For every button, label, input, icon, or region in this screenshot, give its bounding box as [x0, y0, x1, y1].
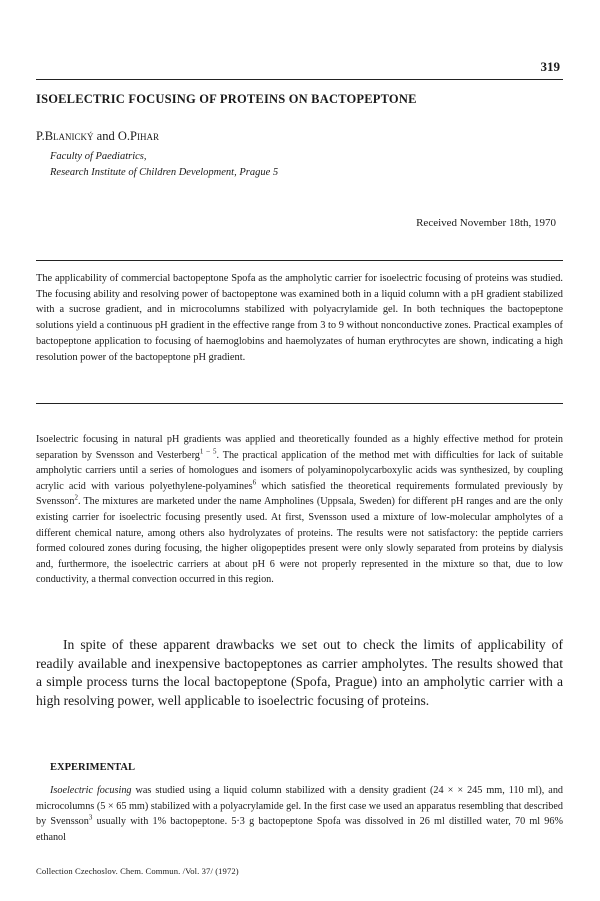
abstract-top-rule [36, 260, 563, 261]
received-date: Received November 18th, 1970 [416, 217, 556, 229]
author-line [36, 129, 159, 144]
experimental-text-2: usually with 1% bactopeptone. 5·3 g bactopeptone Spofa was dissolved in 26 ml distilled water, 70 ml 96% ethanol [36, 816, 563, 843]
author-2-name: Pihar [130, 129, 159, 143]
affiliation-line-1: Faculty of Paediatrics, [50, 151, 147, 162]
reference-3: 3 [88, 813, 93, 822]
abstract-bottom-rule [36, 403, 563, 404]
author-1-initial: P. [36, 129, 45, 143]
article-title: ISOELECTRIC FOCUSING OF PROTEINS ON BACTOPEPTONE [36, 92, 417, 106]
affiliation-line-2: Research Institute of Children Development, Prague 5 [50, 167, 279, 178]
author-1-name: Blanický [44, 129, 94, 143]
experimental-text-1: was studied using a liquid column stabilized with a density gradient (24 × × 245 mm, 110 ml), and microcolumns (5 × 65 mm) stabilized with a polyacrylamide gel. In the first case we used an apparatus resembling that described by Svensson [36, 785, 564, 828]
intro-text-4: . The mixtures are marketed under the name Ampholines (Uppsala, Sweden) for different pH ranges and are the only existing carrier for isoelectric focusing presently used. At first, Svensson used a mixture of low-molecular ampholytes of a different chemical nature, among others also hydrolyzates of proteins. The results were not satisfactory: the peptide carriers formed coloured zones during focusing, the higher oligopeptides present were only slowly separated from proteins by dialysis and, furthermore, the isoelectric carriers at about pH 6 were not properly represented in the mixture so that, due to low conductivity, a thermal convection occurred in this region. [36, 496, 563, 586]
reference-2: 2 [74, 493, 78, 502]
intro-text-1: Isoelectric focusing in natural pH gradients was applied and theoretically founded as a highly effective method for protein separation by Svensson and Vesterberg [36, 434, 563, 461]
reference-1-5: 1 – 5 [199, 447, 217, 456]
section-heading-experimental: EXPERIMENTAL [50, 762, 135, 773]
author-conjunction: and [93, 129, 118, 143]
page-number: 319 [540, 59, 560, 74]
lead-paragraph: In spite of these apparent drawbacks we set out to check the limits of applicability of readily available and inexpensive bactopeptones as carrier ampholytes. The results showed that a simple process turns the local bactopeptone (Spofa, Prague) into an ampholytic carrier with a high resolving power, well applicable to isoelectric focusing of proteins. [36, 637, 563, 708]
introduction-paragraph [36, 432, 563, 588]
intro-text-3: which satisfied the theoretical requirements formulated previously by Svensson [36, 480, 563, 508]
header-rule [36, 79, 563, 80]
author-2-initial: O. [117, 129, 131, 143]
journal-footer: Collection Czechoslov. Chem. Commun. /Vol. 37/ (1972) [36, 866, 239, 876]
experimental-italic-term: Isoelectric focusing [50, 785, 132, 796]
experimental-paragraph [36, 783, 563, 845]
abstract: The applicability of commercial bactopeptone Spofa as the ampholytic carrier for isoelectric focusing of proteins was studied. The focusing ability and resolving power of bactopeptone was examined both in a liquid column with a pH gradient stabilized with a sucrose gradient, and in microcolumns stabilized with polyacrylamide gel. In both techniques the bactopeptone solutions yield a continuous pH gradient in the effective range from 3 to 9 without nonconductive zones. Practical examples of bactopeptone application to focusing of haemoglobins and haemolyzates of human erythrocytes are shown, indicating a high resolution power of the bactopeptone pH gradient. [36, 273, 563, 363]
reference-6: 6 [252, 478, 257, 487]
intro-text-2: . The practical application of the method met with difficulties for lack of suitable ampholytic carriers until a series of homologues and isomers of polyaminopolycarboxylic acids was synthesized, by coupling acrylic acid with various polyethylene-polyamines [36, 449, 564, 492]
